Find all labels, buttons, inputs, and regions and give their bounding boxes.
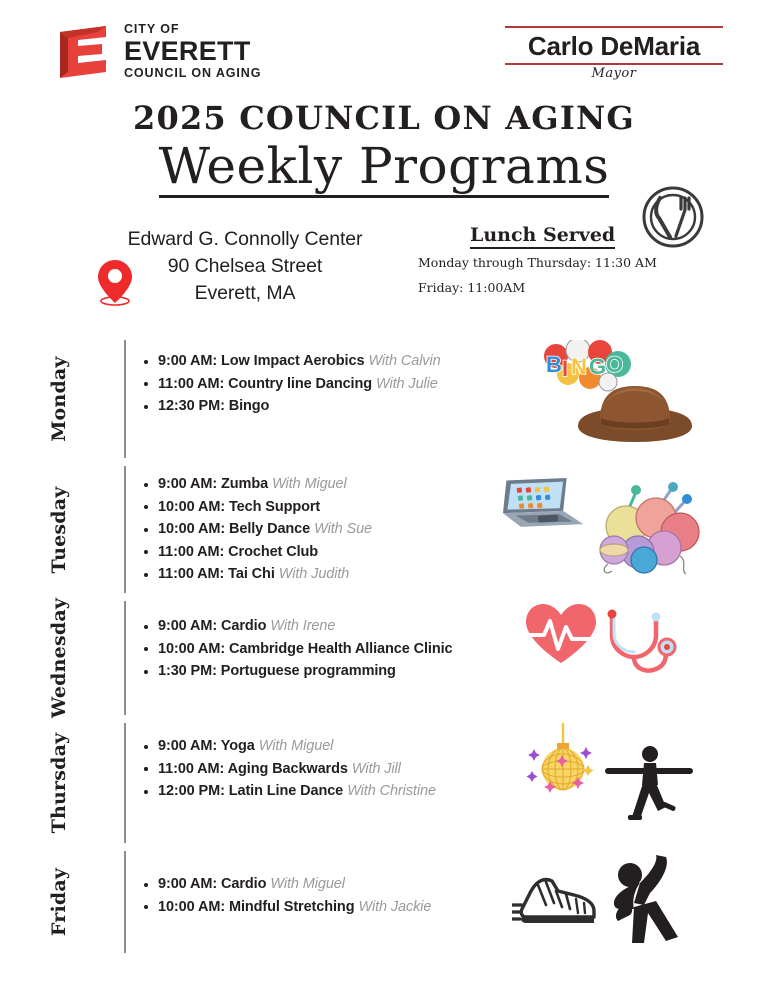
schedule-day-thursday (0, 719, 768, 847)
day-items-monday (142, 350, 532, 418)
page-header (0, 0, 768, 96)
item-instructor: With Miguel (272, 476, 347, 492)
day-art-tuesday (500, 462, 768, 597)
list-item (142, 518, 532, 541)
day-label-wednesday (0, 597, 118, 719)
yarn-balls-icon (580, 474, 704, 578)
title-main-line: 2025 COUNCIL ON AGING (133, 99, 635, 137)
list-item (142, 896, 532, 919)
address-line-3: Everett, MA (194, 282, 296, 304)
item-main: 11:00 AM: Country line Dancing (158, 375, 372, 392)
mayor-name: Carlo DeMaria (527, 31, 701, 61)
list-item (142, 615, 532, 638)
day-label-thursday-text: Thursday (48, 732, 70, 834)
item-instructor: With Irene (270, 618, 336, 634)
weekly-schedule (0, 336, 768, 957)
list-item (142, 496, 532, 519)
city-logo-text (124, 22, 314, 81)
list-item (142, 758, 532, 781)
day-divider-monday (124, 340, 126, 458)
location-block (95, 226, 395, 307)
item-instructor: With Sue (314, 521, 373, 537)
day-label-thursday (0, 719, 118, 847)
cowboy-hat-icon (572, 380, 698, 446)
day-divider-wednesday (124, 601, 126, 715)
day-items-wednesday (142, 615, 532, 683)
list-item (142, 373, 532, 396)
list-item (142, 660, 532, 683)
list-item (142, 735, 532, 758)
schedule-day-tuesday (0, 462, 768, 597)
item-main: 10:00 AM: Tech Support (158, 498, 321, 515)
item-main: 1:30 PM: Portuguese programming (158, 663, 396, 679)
day-items-thursday (142, 735, 532, 803)
item-main: 11:00 AM: Tai Chi (158, 566, 275, 582)
day-divider-friday (124, 851, 126, 953)
day-art-thursday (500, 719, 768, 847)
day-art-wednesday (500, 597, 768, 719)
svg-text:O: O (606, 352, 624, 377)
list-item (142, 638, 532, 661)
lunch-served-block (418, 224, 718, 299)
schedule-day-friday (0, 847, 768, 957)
item-main: 9:00 AM: Cardio (158, 618, 267, 634)
day-label-tuesday (0, 462, 118, 597)
day-label-friday-text: Friday (48, 867, 70, 937)
yoga-warrior-silhouette-icon (602, 743, 696, 821)
item-main: 9:00 AM: Yoga (158, 738, 255, 754)
logo-line-city-of: CITY OF (124, 22, 180, 36)
schedule-day-monday (0, 336, 768, 462)
item-main: 9:00 AM: Cardio (158, 876, 267, 892)
day-label-tuesday-text: Tuesday (48, 485, 70, 574)
day-items-friday (142, 873, 532, 918)
city-of-everett-logo (52, 24, 312, 82)
svg-text:B: B (546, 352, 562, 377)
item-main: 11:00 AM: Crochet Club (158, 543, 319, 560)
title-script-line: Weekly Programs (159, 138, 610, 198)
plate-fork-knife-icon (640, 184, 706, 250)
svg-text:I: I (562, 356, 569, 381)
heart-ekg-icon (522, 601, 600, 669)
day-label-wednesday-text: Wednesday (48, 597, 70, 719)
item-instructor: With Jill (351, 760, 401, 777)
day-label-monday (0, 336, 118, 462)
address-line-1: Edward G. Connolly Center (127, 228, 363, 250)
item-main: 10:00 AM: Belly Dance (158, 521, 311, 537)
list-item (142, 563, 532, 586)
svg-text:G: G (589, 354, 607, 379)
item-instructor: With Judith (278, 566, 350, 582)
day-divider-thursday (124, 723, 126, 843)
stethoscope-icon (600, 607, 682, 687)
item-main: 9:00 AM: Zumba (158, 476, 269, 492)
list-item (142, 780, 532, 803)
list-item (142, 541, 532, 564)
lunch-line-friday: Friday: 11:00AM (418, 280, 526, 295)
mayor-subtitle: Mayor (591, 66, 637, 81)
map-pin-icon (95, 258, 135, 306)
logo-line-everett: EVERETT (124, 36, 251, 66)
day-art-friday (500, 847, 768, 957)
day-items-tuesday (142, 473, 532, 586)
item-main: 10:00 AM: Cambridge Health Alliance Clinic (158, 640, 453, 657)
day-art-monday (500, 336, 768, 462)
list-item (142, 873, 532, 896)
laptop-icon (492, 468, 588, 540)
logo-line-council-on-aging: COUNCIL ON AGING (124, 66, 262, 80)
item-main: 12:30 PM: Bingo (158, 398, 270, 414)
day-label-monday-text: Monday (48, 356, 70, 442)
item-main: 9:00 AM: Low Impact Aerobics (158, 353, 365, 369)
lunch-served-title: Lunch Served (470, 224, 615, 249)
list-item (142, 395, 532, 418)
schedule-day-wednesday (0, 597, 768, 719)
address-line-2: 90 Chelsea Street (167, 255, 323, 277)
day-label-friday (0, 847, 118, 957)
running-shoe-icon (512, 871, 600, 931)
everett-e-logo-icon (52, 24, 114, 80)
item-instructor: With Julie (376, 375, 438, 392)
item-main: 10:00 AM: Mindful Stretching (158, 898, 355, 915)
item-main: 12:00 PM: Latin Line Dance (158, 783, 344, 799)
item-main: 11:00 AM: Aging Backwards (158, 760, 348, 777)
mayor-nameplate (505, 26, 723, 81)
lunch-line-weekday: Monday through Thursday: 11:30 AM (418, 255, 657, 270)
item-instructor: With Miguel (270, 876, 345, 892)
item-instructor: With Miguel (258, 738, 334, 754)
stretching-figure-silhouette-icon (600, 853, 686, 945)
list-item (142, 350, 532, 373)
list-item (142, 473, 532, 496)
item-instructor: With Calvin (368, 353, 441, 369)
item-instructor: With Jackie (358, 898, 432, 915)
item-instructor: With Christine (347, 783, 436, 799)
disco-ball-icon (520, 721, 606, 801)
day-divider-tuesday (124, 466, 126, 593)
svg-text:N: N (571, 354, 587, 379)
